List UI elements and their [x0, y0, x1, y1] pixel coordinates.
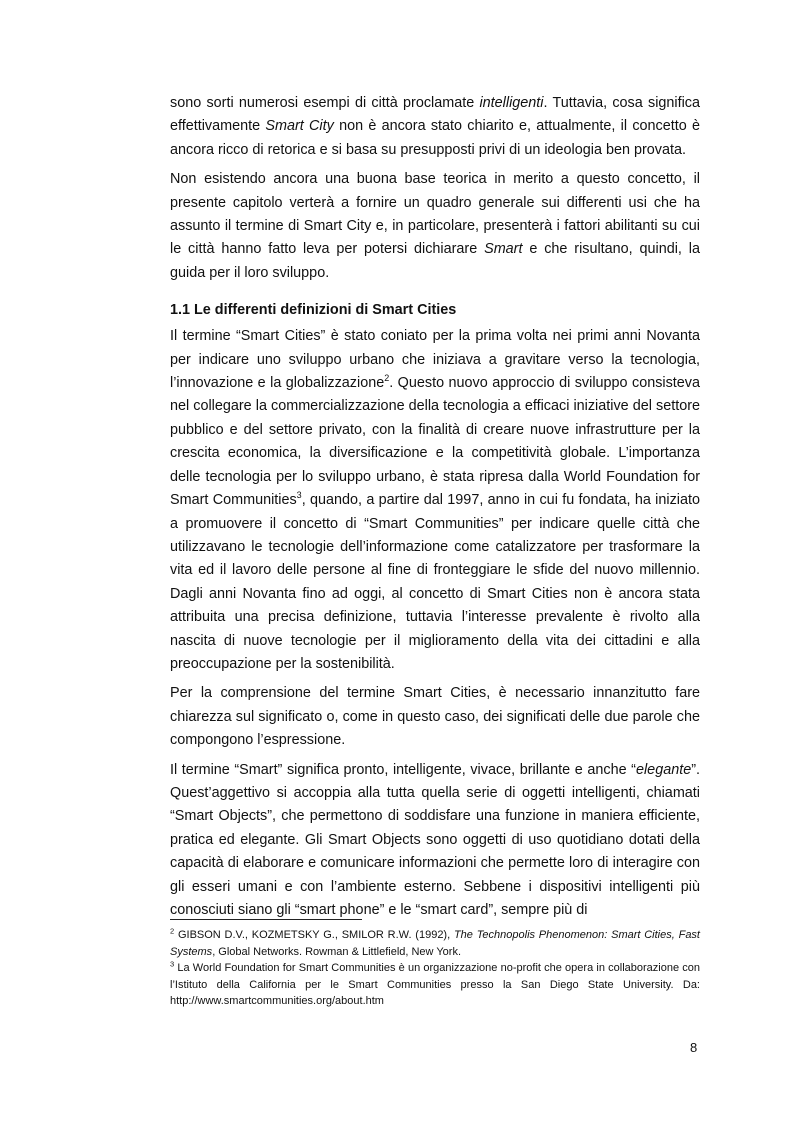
paragraph-theory — [170, 168, 700, 285]
text-run: Il termine “Smart” significa pronto, intelligente, vivace, brillante e anche “ — [170, 761, 636, 778]
text-run: Il termine “Smart Cities” è stato coniato per la prima volta nei primi anni Novanta per indicare uno sviluppo urbano che iniziava a gravitare verso la tecnologia, l’innovazione e la globalizzazione — [170, 328, 700, 392]
text-run: sono sorti numerosi esempi di città proclamate — [170, 95, 480, 111]
text-run: Non esistendo ancora una buona base teorica in merito a questo concetto, il presente capitolo verterà a fornire un quadro generale sui differenti usi che ha assunto il termine di Smart City e, in particolare, presenterà i fattori abilitanti su cui le città hanno fatto leva per potersi dichiarare — [170, 171, 700, 258]
footnote-number: 3 — [170, 959, 175, 969]
text-run-italic: The Technopolis Phenomenon: Smart Cities, Fast Systems — [170, 929, 700, 958]
text-run: La World Foundation for Smart Communities è un organizzazione no-profit che opera in collaborazione con l’Istituto della California per le Smart Communities presso la San Diego State University. Da: http://www.smartcommunities.org/about.htm — [170, 962, 700, 1007]
footnote-2 — [170, 927, 700, 960]
text-run-italic: intelligenti — [479, 95, 544, 111]
page-number: 8 — [690, 1040, 698, 1055]
footnote-ref[interactable]: 3 — [296, 490, 302, 501]
text-run: non è ancora stato chiarito e, attualmente, il concetto è ancora ricco di retorica e si basa su presupposti privi di un ideologia ben provata. — [170, 118, 700, 158]
paragraph-comprehension: Per la comprensione del termine Smart Cities, è necessario innanzitutto fare chiarezza sul significato o, come in questo caso, dei significati delle due parole che compongono l’espressione. — [170, 685, 700, 749]
footnotes — [170, 927, 700, 1010]
footnote-ref[interactable]: 2 — [384, 373, 390, 384]
text-run: GIBSON D.V., KOZMETSKY G., SMILOR R.W. (1992), — [174, 929, 454, 941]
footnote-3 — [170, 960, 700, 1010]
paragraph-smart — [170, 759, 700, 923]
footnote-number: 2 — [170, 926, 175, 936]
paragraph-definitions — [170, 325, 700, 676]
text-run: e che risultano, quindi, la guida per il loro sviluppo. — [170, 241, 700, 281]
text-run: , Global Networks. Rowman & Littlefield, New York. — [212, 945, 462, 958]
text-run: . Tuttavia, cosa significa effettivamente — [170, 95, 700, 135]
text-run: , quando, a partire dal 1997, anno in cui fu fondata, ha iniziato a promuovere il concetto di “Smart Communities” per indicare quelle città che utilizzavano le tecnologie dell’informazione come catalizzatore per trasformare la vita ed il lavoro delle persone al fine di fronteggiare le sfide del nuovo millennio. Dagli anni Novanta fino ad oggi, al concetto di Smart Cities non è ancora stata attribuita una precisa definizione, tuttavia l’interesse prevalente è rivolto alla nascita di nuove tecnologie per il miglioramento della vita dei cittadini e alla preoccupazione per la sostenibilità. — [170, 492, 700, 672]
text-run: . Questo nuovo approccio di sviluppo consisteva nel collegare la commercializzazione della tecnologia a efficaci iniziative del settore pubblico e del settore privato, con la finalità di creare nuove infrastrutture per la crescita economica, la diversificazione e la competitività globale. L’importanza delle tecnologia per lo sviluppo urbano, è stata ripresa dalla World Foundation for Smart Communities — [170, 375, 700, 509]
section-heading: 1.1 Le differenti definizioni di Smart Cities — [170, 302, 457, 319]
text-run-italic: elegante — [635, 761, 692, 778]
text-run-italic: Smart City — [265, 118, 334, 135]
text-run-italic: Smart — [484, 241, 523, 258]
page-body — [170, 92, 700, 922]
text-run: ”. Quest’aggettivo si accoppia alla tutta quella serie di oggetti intelligenti, chiamati “Smart Objects”, che permettono di soddisfare una funzione in maniera efficiente, pratica ed elegante. Gli Smart Objects sono oggetti di uso quotidiano dotati della capacità di elaborare e comunicare informazioni che permette loro di interagire con gli esseri umani e con l’ambiente esterno. Sebbene i dispositivi intelligenti più conosciuti siano gli “smart phone” e le “smart card”, sempre più di — [170, 761, 700, 918]
footnote-separator — [170, 919, 362, 920]
paragraph-intro — [170, 92, 700, 162]
